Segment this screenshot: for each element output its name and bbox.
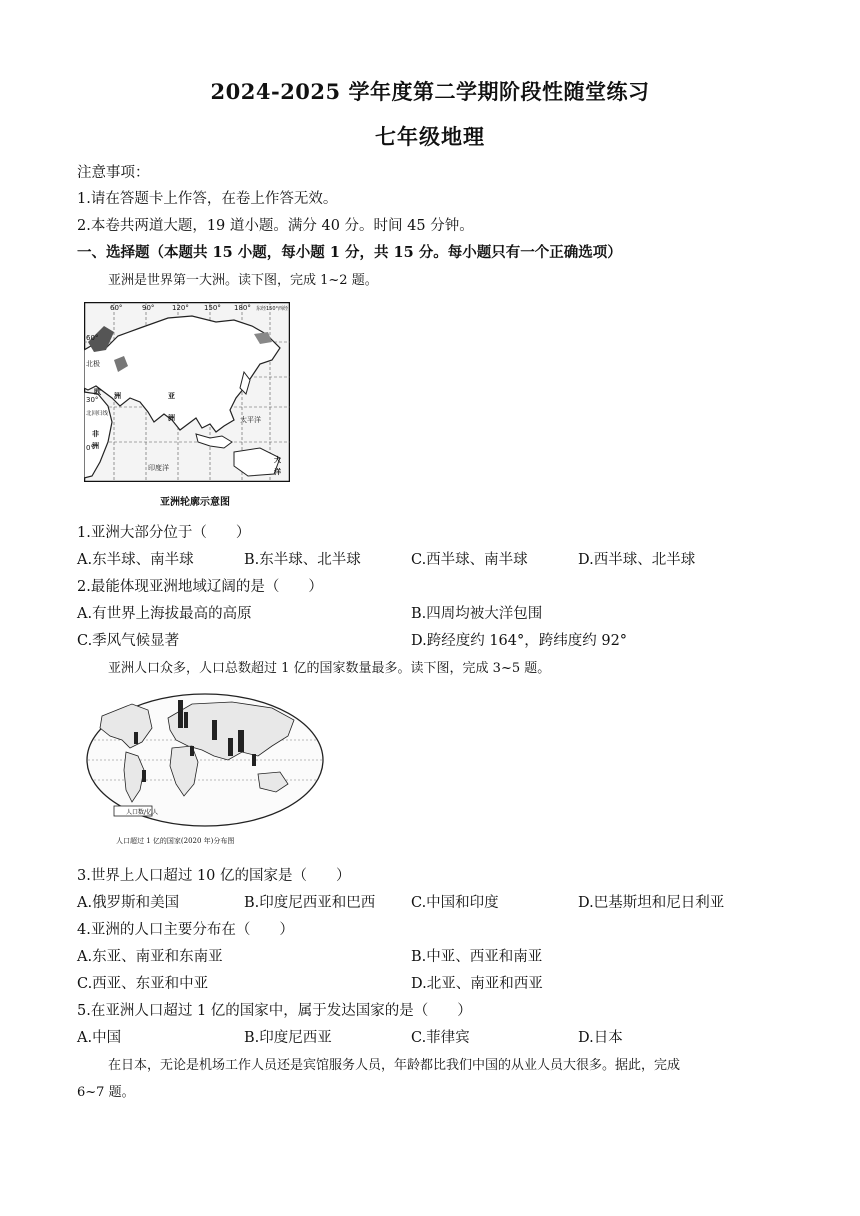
q2-option-b[interactable]: B.四周均被大洋包围 [411,606,543,622]
q2-option-c[interactable]: C.季风气候显著 [77,633,180,649]
map1-top-label: 180° [234,304,251,312]
map1-region-label: 洲 [92,442,99,450]
q4-option-a[interactable]: A.东亚、南亚和东南亚 [77,949,223,965]
q4-option-c[interactable]: C.西亚、东亚和中亚 [77,976,209,992]
map1-region-label: 太平洋 [240,416,261,424]
q1-option-b[interactable]: B.东半球、北半球 [244,552,361,568]
map1-top-label: 150° [204,304,221,312]
map1-left-label: 30° [86,396,99,404]
intro-3-line-1: 在日本，无论是机场工作人员还是宾馆服务人员，年龄都比我们中国的从业人员大很多。据此，完成 [108,1058,681,1073]
q2-option-d[interactable]: D.跨经度约 164°，跨纬度约 92° [411,633,628,649]
exam-title: 2024-2025 学年度第二学期阶段性随堂练习 [210,79,650,104]
intro-3-line-2: 6~7 题。 [77,1085,135,1100]
intro-1: 亚洲是世界第一大洲。读下图，完成 1~2 题。 [108,273,378,288]
q3-option-b[interactable]: B.印度尼西亚和巴西 [244,895,376,911]
note-item-1: 1.请在答题卡上作答，在卷上作答无效。 [77,191,338,207]
q3-option-a[interactable]: A.俄罗斯和美国 [77,895,180,911]
map2-caption: 人口超过 1 亿的国家(2020 年)分布图 [116,837,235,845]
map1-region-label: 洲 [114,392,121,400]
q4-option-b[interactable]: B.中亚、西亚和南亚 [411,949,543,965]
q3-option-d[interactable]: D.巴基斯坦和尼日利亚 [578,895,725,911]
q4-option-d[interactable]: D.北亚、南亚和西亚 [411,976,543,992]
map2-legend: 人口数/亿人 [126,809,159,816]
q5-option-a[interactable]: A.中国 [77,1030,122,1046]
map1-region-label: 欧 [94,388,101,396]
map1-top-label: 60° [110,304,123,312]
map1-top-label: 90° [142,304,155,312]
q5-option-c[interactable]: C.菲律宾 [411,1030,470,1046]
notes-heading: 注意事项： [77,165,150,181]
q1-option-d[interactable]: D.西半球、北半球 [578,552,696,568]
map1-left-label: 60° [86,334,99,342]
q5-option-b[interactable]: B.印度尼西亚 [244,1030,332,1046]
q5-option-d[interactable]: D.日本 [578,1030,623,1046]
map1-top-label: 120° [172,304,189,312]
q2-option-a[interactable]: A.有世界上海拔最高的高原 [77,606,252,622]
q3-option-c[interactable]: C.中国和印度 [411,895,499,911]
map1-region-label: 洲 [168,414,175,422]
q1-option-a[interactable]: A.东半球、南半球 [77,552,194,568]
q1-option-c[interactable]: C.西半球、南半球 [411,552,528,568]
map1-region-label: 亚 [168,392,175,400]
q3-stem: 3.世界上人口超过 10 亿的国家是（ ） [77,868,351,884]
map1-caption: 亚洲轮廓示意图 [160,497,230,508]
map1-region-label: 洋 [274,468,281,476]
section1-heading: 一、选择题（本题共 15 小题，每小题 1 分，共 15 分。每小题只有一个正确选项） [77,244,622,261]
map1-region-label: 非 [92,430,99,438]
map1-top-label: 东经150°西经 [256,306,289,312]
map1-left-label: 北极 [86,360,100,368]
q1-stem: 1.亚洲大部分位于（ ） [77,525,251,541]
map1-region-label: 印度洋 [148,464,169,472]
map1-region-label: 大 [274,456,281,464]
map1-left-label: 0° [86,444,94,452]
map1-left-label: 北回归线 [86,411,109,417]
intro-2: 亚洲人口众多，人口总数超过 1 亿的国家数量最多。读下图，完成 3~5 题。 [108,661,551,676]
note-item-2: 2.本卷共两道大题，19 道小题。满分 40 分。时间 45 分钟。 [77,218,474,234]
exam-subtitle: 七年级地理 [375,124,485,149]
asia-outline-map [84,302,290,482]
q4-stem: 4.亚洲的人口主要分布在（ ） [77,922,294,938]
q2-stem: 2.最能体现亚洲地域辽阔的是（ ） [77,579,323,595]
q5-stem: 5.在亚洲人口超过 1 亿的国家中，属于发达国家的是（ ） [77,1003,472,1019]
world-population-map [82,690,328,830]
